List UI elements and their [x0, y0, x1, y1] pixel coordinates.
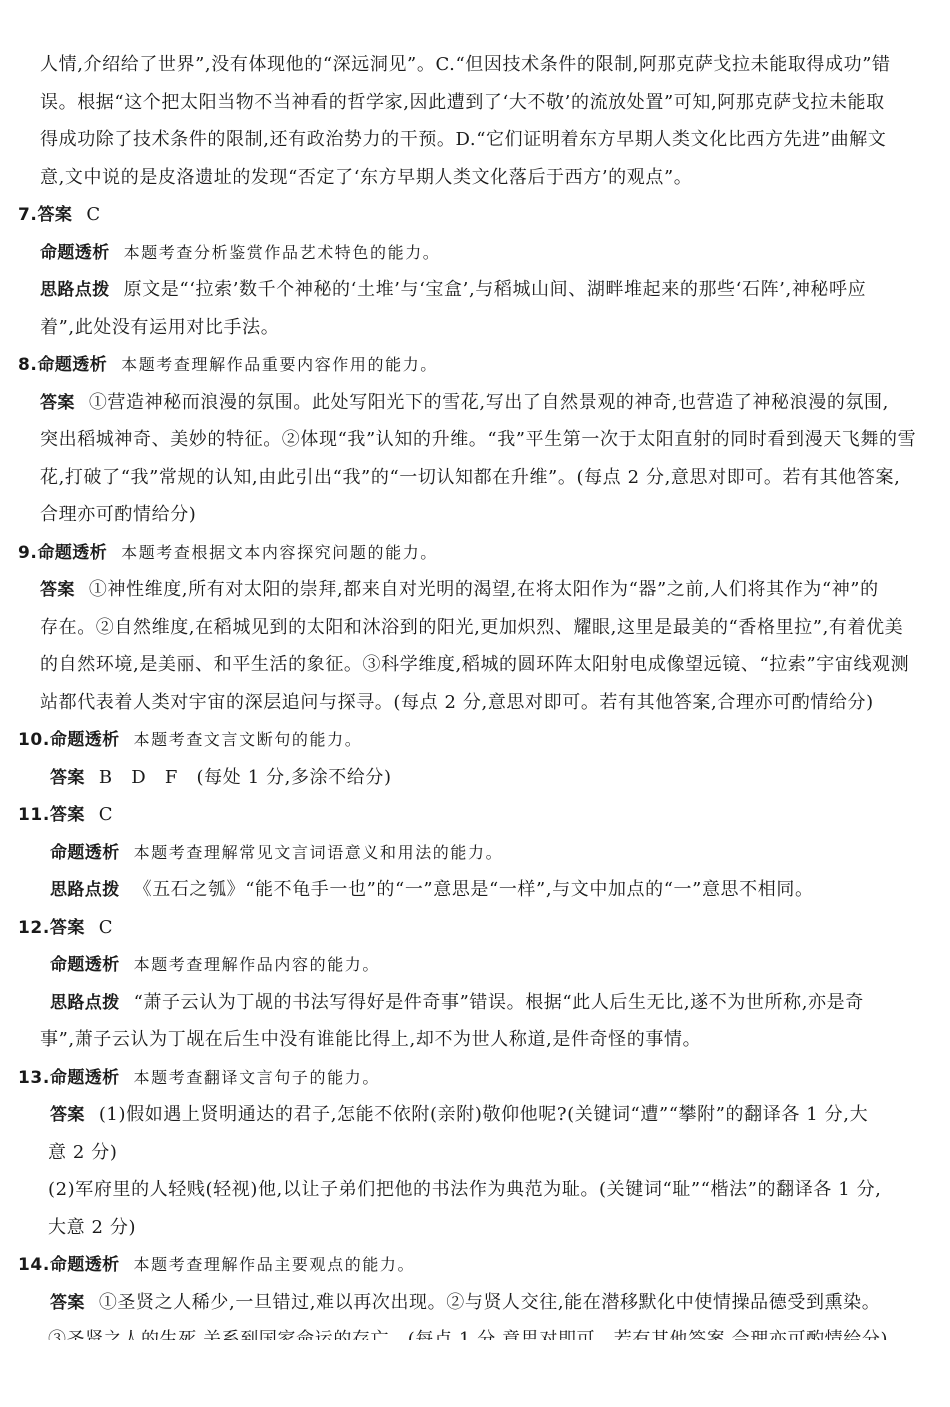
text-line — [40, 427, 916, 453]
text-line — [18, 1065, 380, 1091]
page-bottom-margin — [0, 1340, 950, 1407]
text-line — [50, 877, 814, 903]
text-line — [50, 1102, 868, 1128]
text-line — [50, 1290, 880, 1316]
body-text: 花,打破了“我”常规的认知,由此引出“我”的“一切认知都在升维”。(每点 2 分,意思对即可。若有其他答案, — [40, 466, 901, 488]
text-line — [40, 165, 692, 191]
section-label: 命题透析 — [40, 242, 110, 263]
body-text: B D F (每处 1 分,多涂不给分) — [98, 766, 392, 788]
text-line — [18, 202, 101, 228]
answer-text: C — [98, 804, 114, 825]
text-line — [48, 1215, 136, 1241]
section-label: 命题透析 — [37, 355, 108, 375]
body-text: “萧子云认为丁觇的书法写得好是件奇事”错误。根据“此人后生无比,遂不为世所称,亦是奇 — [133, 991, 864, 1013]
text-line — [18, 1252, 415, 1278]
body-text: 原文是“‘拉索’数千个神秘的‘土堆’与‘宝盒’,与稻城山间、湖畔堆起来的那些‘石阵’,神秘呼应 — [123, 279, 867, 300]
body-text: ①神性维度,所有对太阳的崇拜,都来自对光明的渴望,在将太阳作为“器”之前,人们将其作为“神”的 — [88, 579, 879, 600]
question-number: 12. — [18, 917, 50, 938]
intro-text: 本题考查分析鉴赏作品艺术特色的能力。 — [123, 242, 441, 262]
text-line — [50, 990, 864, 1016]
intro-text: 本题考查文言文断句的能力。 — [133, 730, 363, 749]
question-number: 9. — [18, 542, 38, 563]
intro-text: 本题考查翻译文言句子的能力。 — [133, 1067, 380, 1087]
section-label: 答案 — [40, 580, 75, 600]
text-line — [40, 502, 196, 528]
body-text: 突出稻城神奇、美妙的特征。②体现“我”认知的升维。“我”平生第一次于太阳直射的同时看到漫天飞舞的雪 — [40, 429, 917, 450]
question-number: 13. — [18, 1067, 50, 1088]
answer-text: C — [98, 916, 114, 938]
section-label: 命题透析 — [49, 1255, 120, 1275]
question-number: 11. — [18, 805, 50, 825]
section-label: 答案 — [50, 767, 85, 788]
body-text: 着”,此处没有运用对比手法。 — [40, 316, 280, 338]
body-text: 存在。②自然维度,在稻城见到的太阳和沐浴到的阳光,更加炽烈、耀眼,这里是最美的“香格里拉”,有着优美 — [40, 616, 904, 638]
answer-text: C — [86, 204, 101, 225]
section-label: 答案 — [50, 1105, 85, 1125]
body-text: 人情,介绍给了世界”,没有体现他的“深远洞见”。C.“但因技术条件的限制,阿那克萨戈拉未能取得成功”错 — [40, 54, 891, 75]
text-line — [40, 240, 440, 266]
question-number: 10. — [18, 730, 50, 750]
body-text: 的自然环境,是美丽、和平生活的象征。③科学维度,稻城的圆环阵太阳射电成像望远镜、“拉索”宇宙线观测 — [40, 654, 910, 675]
text-line — [40, 577, 879, 603]
text-line — [40, 465, 900, 491]
body-text: 误。根据“这个把太阳当物不当神看的哲学家,因此遭到了‘大不敬’的流放处置”可知,阿那克萨戈拉未能取 — [40, 91, 885, 113]
section-label: 思路点拨 — [50, 992, 120, 1013]
text-line — [50, 840, 503, 866]
body-text: 合理亦可酌情给分) — [40, 504, 197, 525]
text-line — [40, 652, 909, 678]
text-line — [40, 1027, 701, 1053]
text-line — [40, 390, 889, 416]
section-label: 答案 — [49, 917, 85, 938]
body-text: ①圣贤之人稀少,一旦错过,难以再次出现。②与贤人交往,能在潜移默化中使情操品德受到熏染。 — [98, 1291, 881, 1313]
body-text: ①营造神秘而浪漫的氛围。此处写阳光下的雪花,写出了自然景观的神奇,也营造了神秘浪漫的氛围, — [88, 391, 889, 413]
intro-text: 本题考查根据文本内容探究问题的能力。 — [121, 542, 438, 562]
text-line — [48, 1140, 118, 1166]
text-line — [18, 540, 438, 566]
section-label: 命题透析 — [50, 842, 120, 863]
section-label: 思路点拨 — [40, 280, 110, 300]
section-label: 命题透析 — [50, 955, 120, 975]
text-line — [50, 765, 392, 791]
text-line — [18, 352, 438, 378]
body-text: 意 2 分) — [48, 1141, 118, 1163]
body-text: 意,文中说的是皮洛遗址的发现“否定了‘东方早期人类文化落后于西方’的观点”。 — [40, 166, 693, 188]
section-label: 命题透析 — [49, 730, 120, 750]
text-line — [40, 615, 903, 641]
intro-text: 本题考查理解作品内容的能力。 — [133, 955, 381, 974]
section-label: 思路点拨 — [50, 880, 120, 900]
intro-text: 本题考查理解作品主要观点的能力。 — [133, 1255, 416, 1274]
text-line — [40, 315, 279, 341]
question-number: 8. — [18, 355, 38, 375]
body-text: (1)假如遇上贤明通达的君子,怎能不依附(亲附)敬仰他呢?(关键词“遭”“攀附”的翻译各 1 分,大 — [98, 1104, 869, 1125]
text-line — [40, 127, 886, 153]
body-text: 事”,萧子云认为丁觇在后生中没有谁能比得上,却不为世人称道,是件奇怪的事情。 — [40, 1029, 702, 1050]
text-line — [18, 915, 113, 941]
text-line — [40, 277, 866, 303]
text-line — [40, 52, 891, 78]
section-label: 答案 — [49, 805, 85, 825]
question-number: 14. — [18, 1255, 50, 1275]
body-text: 得成功除了技术条件的限制,还有政治势力的干预。D.“它们证明着东方早期人类文化比西方先进”曲解文 — [40, 129, 887, 150]
text-line — [18, 727, 362, 753]
body-text: (2)军府里的人轻贱(轻视)他,以让子弟们把他的书法作为典范为耻。(关键词“耻”“楷法”的翻译各 1 分, — [48, 1179, 882, 1200]
text-line — [18, 802, 113, 828]
section-label: 命题透析 — [37, 542, 108, 563]
text-line — [50, 952, 380, 978]
body-text: 站都代表着人类对宇宙的深层追问与探寻。(每点 2 分,意思对即可。若有其他答案,合理亦可酌情给分) — [40, 691, 874, 713]
question-number: 7. — [18, 205, 38, 225]
text-line — [48, 1177, 882, 1203]
text-line — [40, 90, 885, 116]
section-label: 答案 — [37, 205, 73, 225]
text-line — [40, 690, 874, 716]
body-text: 《五石之瓠》“能不龟手一也”的“一”意思是“一样”,与文中加点的“一”意思不相同。 — [133, 879, 814, 900]
section-label: 命题透析 — [49, 1067, 120, 1088]
intro-text: 本题考查理解常见文言词语意义和用法的能力。 — [133, 842, 504, 862]
body-text: 大意 2 分) — [48, 1216, 137, 1238]
section-label: 答案 — [50, 1292, 85, 1313]
section-label: 答案 — [40, 392, 75, 413]
intro-text: 本题考查理解作品重要内容作用的能力。 — [121, 355, 438, 374]
